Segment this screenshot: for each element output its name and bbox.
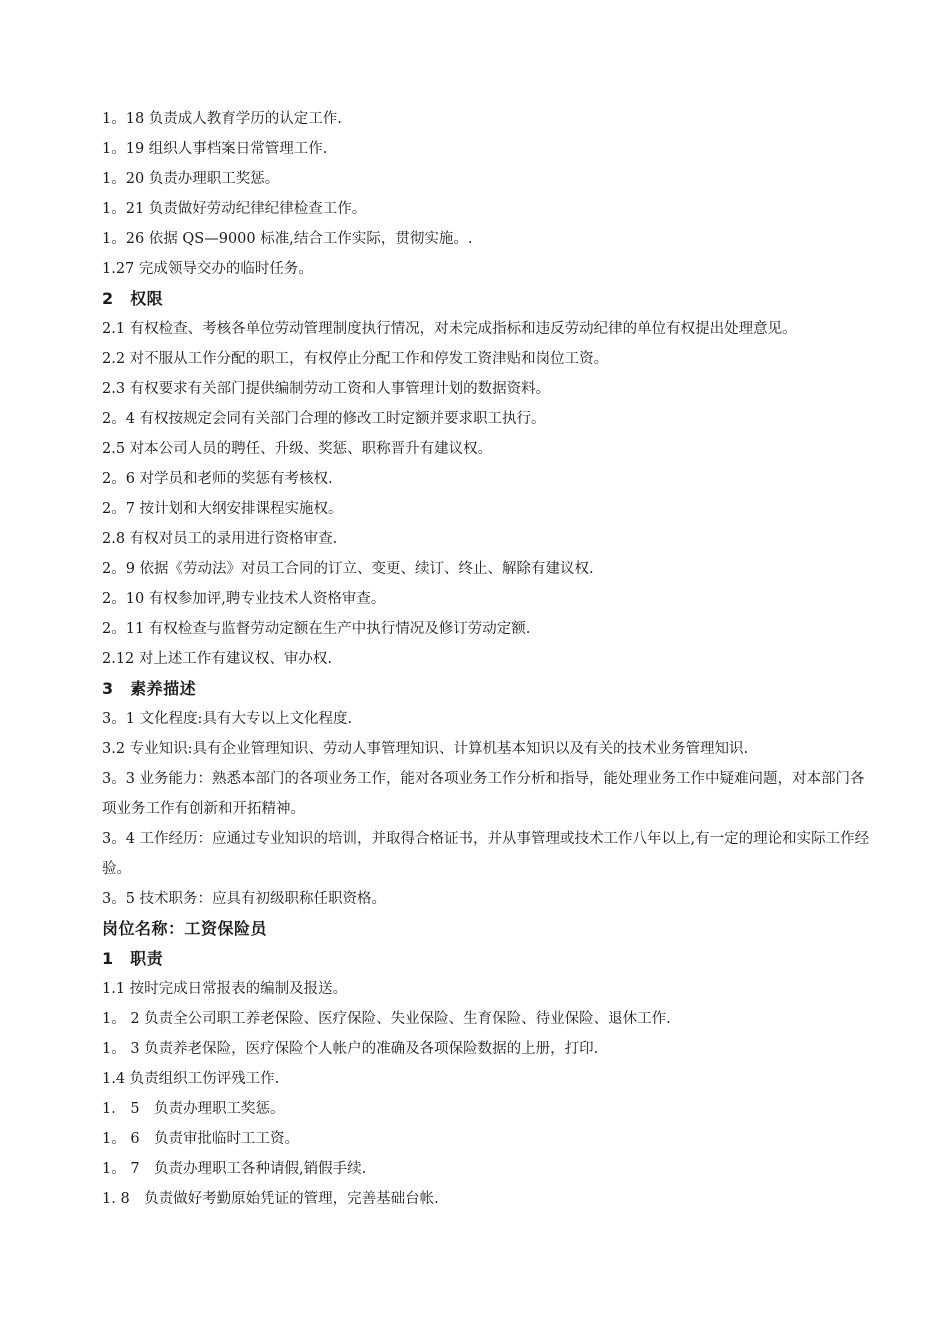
paragraph: 3。4 工作经历：应通过专业知识的培训，并取得合格证书，并从事管理或技术工作八年以上,有一定的理论和实际工作经验。 xyxy=(102,831,870,877)
paragraph-line: 3。1 文化程度:具有大专以上文化程度. xyxy=(102,711,353,727)
paragraph: 3。3 业务能力：熟悉本部门的各项业务工作，能对各项业务工作分析和指导，能处理业务工作中疑难问题，对本部门各项业务工作有创新和开拓精神。 xyxy=(102,771,865,817)
paragraph-line: 2。7 按计划和大纲安排课程实施权。 xyxy=(102,501,343,517)
section-heading: 岗位名称：工资保险员 xyxy=(102,919,268,938)
paragraph-line: 2。6 对学员和老师的奖惩有考核权. xyxy=(102,471,333,487)
paragraph-line: 2.5 对本公司人员的聘任、升级、奖惩、职称晋升有建议权。 xyxy=(102,441,493,457)
paragraph-line: 1。18 负责成人教育学历的认定工作. xyxy=(102,111,342,127)
paragraph-line: 1。21 负责做好劳动纪律纪律检查工作。 xyxy=(102,201,367,217)
paragraph-line: 2。9 依据《劳动法》对员工合同的订立、变更、续订、终止、解除有建议权. xyxy=(102,561,594,577)
paragraph-line: 3.2 专业知识:具有企业管理知识、劳动人事管理知识、计算机基本知识以及有关的技术业务管理知识. xyxy=(102,741,749,757)
paragraph-line: 2。11 有权检查与监督劳动定额在生产中执行情况及修订劳动定额. xyxy=(102,621,531,637)
paragraph-line: 1. 8 负责做好考勤原始凭证的管理，完善基础台帐. xyxy=(102,1191,439,1207)
paragraph-line: 2.3 有权要求有关部门提供编制劳动工资和人事管理计划的数据资料。 xyxy=(102,381,551,397)
paragraph-line: 2.2 对不服从工作分配的职工，有权停止分配工作和停发工资津贴和岗位工资。 xyxy=(102,351,609,367)
paragraph-line: 1． 5 负责办理职工奖惩。 xyxy=(102,1101,285,1117)
paragraph-line: 1.1 按时完成日常报表的编制及报送。 xyxy=(102,981,348,997)
paragraph: 2.1 有权检查、考核各单位劳动管理制度执行情况，对未完成指标和违反劳动纪律的单位有权提出处理意见。 xyxy=(102,321,797,337)
section-heading: 3 素养描述 xyxy=(102,679,197,698)
paragraph-line: 1.27 完成领导交办的临时任务。 xyxy=(102,261,313,277)
paragraph-line: 2。10 有权参加评,聘专业技术人资格审查。 xyxy=(102,591,386,607)
paragraph-line: 1。 6 负责审批临时工工资。 xyxy=(102,1131,300,1147)
section-heading: 1 职责 xyxy=(102,949,164,968)
document-body xyxy=(102,104,872,1214)
paragraph-line: 1。 2 负责全公司职工养老保险、医疗保险、失业保险、生育保险、待业保险、退休工作. xyxy=(102,1011,671,1027)
paragraph-line: 1。20 负责办理职工奖惩。 xyxy=(102,171,280,187)
paragraph-line: 1。 7 负责办理职工各种请假,销假手续. xyxy=(102,1161,367,1177)
section-heading: 2 权限 xyxy=(102,289,164,308)
paragraph-line: 3。5 技术职务：应具有初级职称任职资格。 xyxy=(102,891,387,907)
paragraph-line: 2.12 对上述工作有建议权、审办权. xyxy=(102,651,333,667)
paragraph-line: 1.4 负责组织工伤评残工作. xyxy=(102,1071,280,1087)
paragraph-line: 1。19 组织人事档案日常管理工作. xyxy=(102,141,328,157)
paragraph-line: 1。 3 负责养老保险，医疗保险个人帐户的准确及各项保险数据的上册，打印. xyxy=(102,1041,599,1057)
paragraph-line: 1。26 依据 QS—9000 标准,结合工作实际，贯彻实施。. xyxy=(102,231,473,247)
paragraph-line: 2。4 有权按规定会同有关部门合理的修改工时定额并要求职工执行。 xyxy=(102,411,546,427)
paragraph-line: 2.8 有权对员工的录用进行资格审查. xyxy=(102,531,338,547)
